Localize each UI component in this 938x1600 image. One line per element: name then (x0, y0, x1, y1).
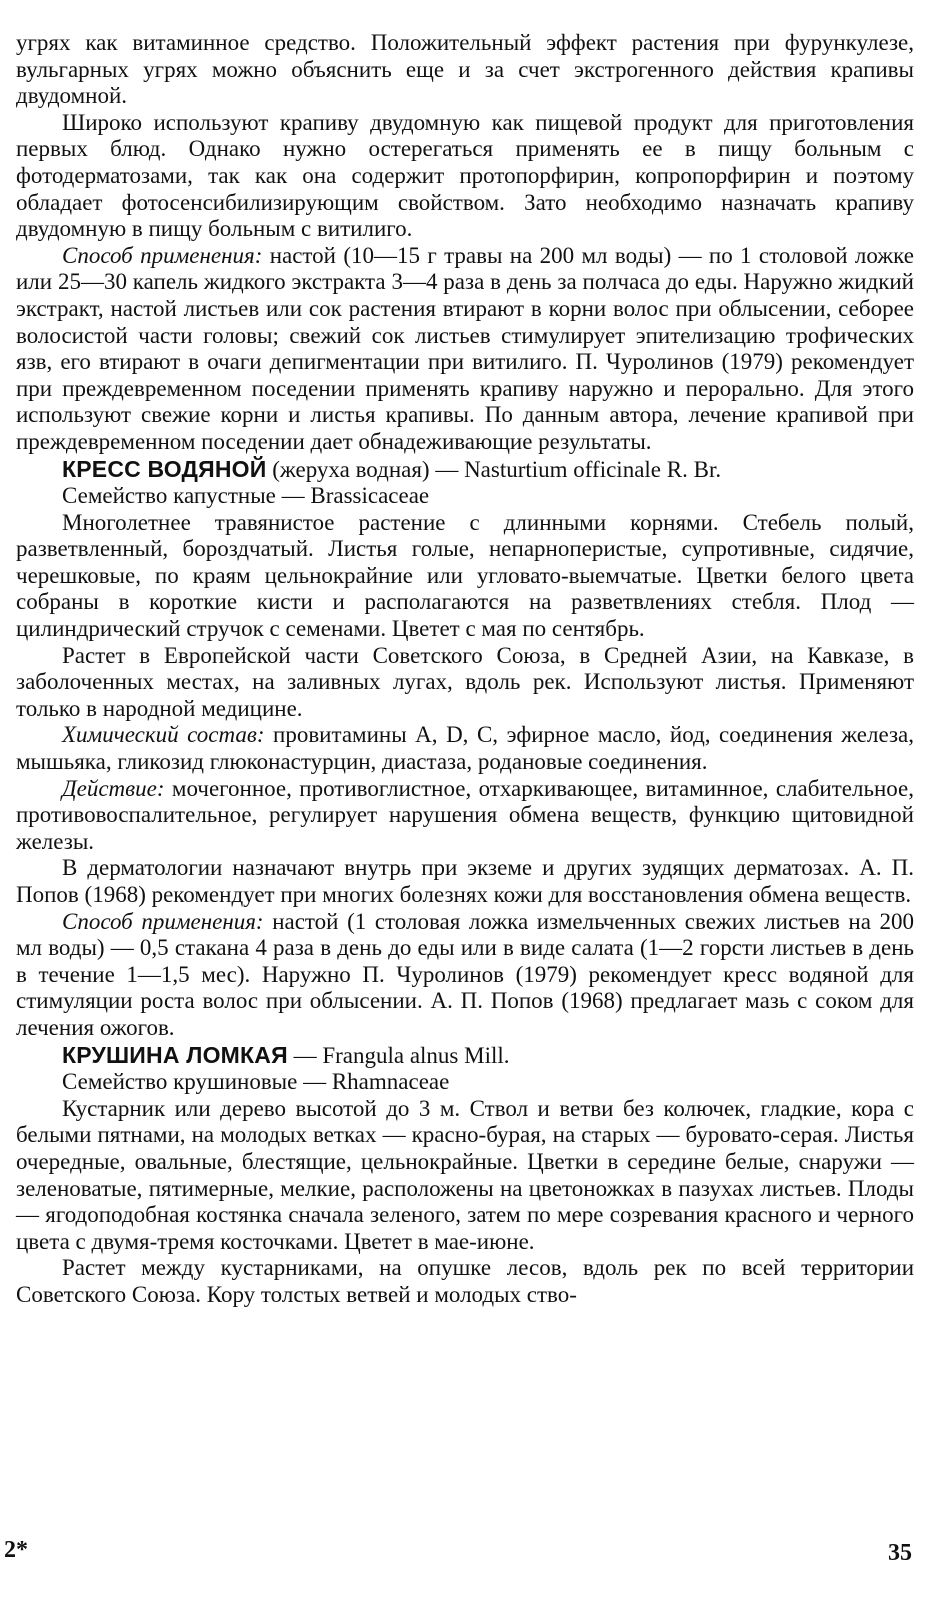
entry-heading-buckthorn (16, 1042, 914, 1070)
entry-title-watercress: КРЕСС ВОДЯНОЙ (62, 455, 267, 482)
body-text (16, 30, 914, 1309)
paragraph-habitat: Растет в Европейской части Советского Союза, в Средней Азии, на Кавказе, в заболоченных местах, на заливных лугах, вдоль рек. Используют листья. Применяют только в народной медицине. (16, 642, 914, 721)
page-number: 35 (888, 1540, 912, 1566)
paragraph-composition (16, 722, 914, 775)
paragraph-buckthorn-habitat: Растет между кустарниками, на опушке лесов, вдоль рек по всей территории Советского Союза. Кору толстых ветвей и молодых ство- (16, 1255, 914, 1307)
paragraph-description: Многолетнее травянистое растение с длинными корнями. Стебель полый, разветвленный, бороздчатый. Листья голые, непарноперистые, супротивные, сидячие, черешковые, по краям цельнокрайние или угловато-выемчатые. Цветки белого цвета собраны в короткие кисти и располагаются на разветвлениях стебля. Плод — цилиндрический стручок с семенами. Цветет с мая по сентябрь. (16, 509, 914, 642)
usage-text-2: настой (1 столовая ложка измельченных свежих листьев на 200 мл воды) — 0,5 стакана 4 раза в день до еды или в виде салата (1—2 горсти листьев в день в течение 1—1,5 мес). Наружно П. Чуролинов (1979) рекомендует кресс водяной для стимуляции роста волос при облысении. А. П. Попов (1968) предлагает мазь с соком для лечения ожогов. (16, 908, 914, 1040)
paragraph-nettle-usage (16, 243, 914, 456)
paragraph-watercress-usage (16, 909, 914, 1042)
paragraph-buckthorn-description: Кустарник или дерево высотой до 3 м. Ствол и ветви без колючек, гладкие, кора с белыми пятнами, на молодых ветках — красно-бурая, на старых — буровато-серая. Листья очередные, овальные, блестящие, цельнокрайные. Цветки в середине белые, снаружи — зеленоватые, пятимерные, мелкие, расположены на цветоножках в пазухах листьев. Плоды — ягодоподобная костянка сначала зеленого, затем по мере созревания красного и черного цвета с двумя-тремя косточками. Цветет в мае-июне. (16, 1095, 914, 1254)
signature-mark: 2* (4, 1537, 28, 1563)
paragraph-continuation: угрях как витаминное средство. Положительный эффект растения при фурункулезе, вульгарных угрях можно объяснить еще и за счет экстрогенного действия крапивы двудомной. (16, 30, 914, 109)
usage-label-2: Способ применения: (62, 908, 264, 934)
action-label: Действие: (62, 775, 165, 801)
entry-title-buckthorn: КРУШИНА ЛОМКАЯ (62, 1041, 288, 1068)
paragraph-food-use: Широко используют крапиву двудомную как пищевой продукт для приготовления первых блюд. Однако нужно остерегаться применять ее в пищу больным с фотодерматозами, так как она содержит протопорфирин, копропорфирин и поэтому обладает фотосенсибилизирующим свойством. Зато необходимо назначать крапиву двудомную в пищу больным с витилиго. (16, 109, 914, 242)
paragraph-action (16, 776, 914, 856)
entry-latin-watercress: (жеруха водная) — Nasturtium officinale R. Br. (266, 456, 722, 482)
entry-family-buckthorn: Семейство крушиновые — Rhamnaceae (62, 1069, 450, 1095)
action-text: мочегонное, противоглистное, отхаркивающее, витаминное, слабительное, противовоспалительное, регулирует нарушения обмена веществ, функцию щитовидной железы. (16, 775, 914, 854)
entry-heading-watercress (16, 456, 914, 484)
entry-family-watercress: Семейство капустные — Brassicaceae (62, 483, 430, 509)
entry-latin-buckthorn: — Frangula alnus Mill. (287, 1042, 510, 1068)
composition-label: Химический состав: (62, 722, 265, 748)
usage-label: Способ применения: (62, 242, 263, 268)
paragraph-dermatology: В дерматологии назначают внутрь при экземе и других зудящих дерматозах. А. П. Попов (1968) рекомендует при многих болезнях кожи для восстановления обмена веществ. (16, 855, 914, 907)
usage-text: настой (10—15 г травы на 200 мл воды) — по 1 столовой ложке или 25—30 капель жидкого экстракта 3—4 раза в день за полчаса до еды. Наружно жидкий экстракт, настой листьев или сок растения втирают в корни волос при облысении, себорее волосистой части головы; свежий сок листьев стимулирует эпителизацию трофических язв, его втирают в очаги депигментации при витилиго. П. Чуролинов (1979) рекомендует при преждевременном поседении применять крапиву наружно и перорально. Для этого используют свежие корни и листья крапивы. По данным автора, лечение крапивой при преждевременном поседении дает обнадеживающие результаты. (16, 242, 914, 454)
composition-text: провитамины А, D, С, эфирное масло, йод, соединения железа, мышьяка, гликозид глюконастурцин, диастаза, родановые соединения. (16, 722, 915, 775)
